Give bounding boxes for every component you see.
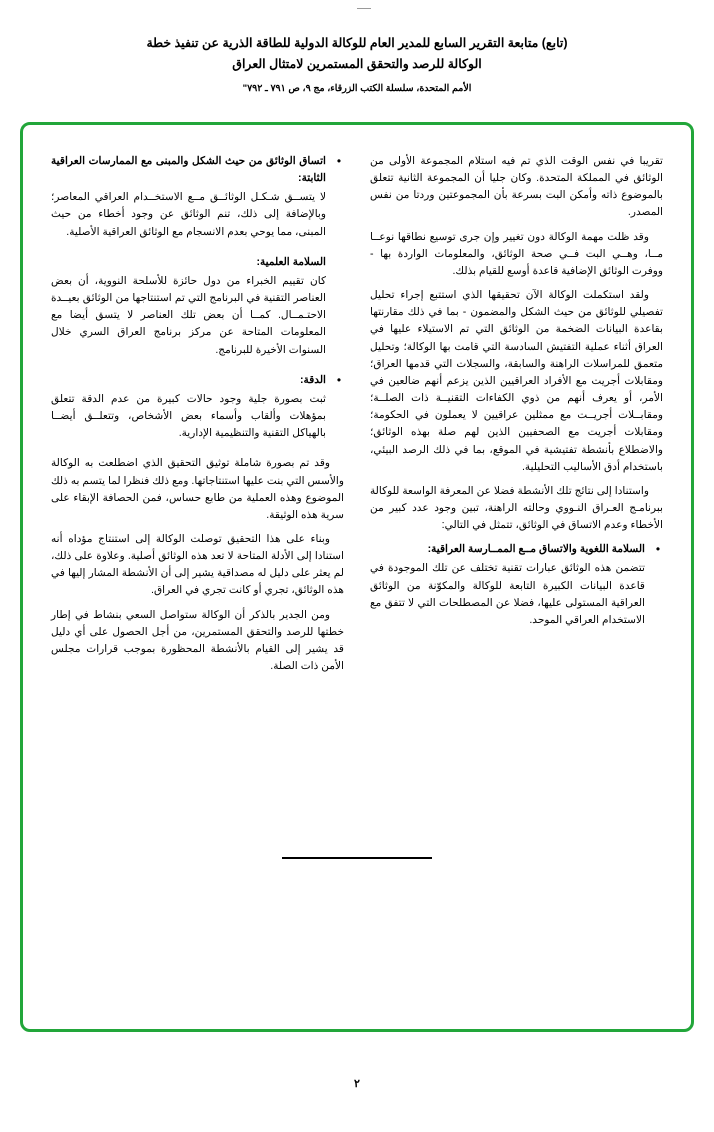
list-item-text: تتضمن هذه الوثائق عبارات تقنية تختلف عن تلك الموجودة في قاعدة البيانات الكبيرة التابعة للوكالة والمكوّنة من الوثائق العراقية المستولى عليها، فضلا عن المصطلحات التي لا تتفق مع الاستخدام العراقي الموحد. xyxy=(370,562,645,626)
paragraph: وبناء على هذا التحقيق توصلت الوكالة إلى استنتاج مؤداه أنه استنادا إلى الأدلة المتاحة لا تعد هذه الوثائق أصلية. وعلاوة على ذلك، لم يعثر على دليل له مصداقية يشير إلى أن الأنشطة المشار إليها في هذه الوثائق، تجري أو كانت تجري في العراق. xyxy=(51,532,344,597)
bullet-icon: • xyxy=(336,154,342,168)
list-item-lead: السلامة العلمية: xyxy=(256,255,326,268)
list-item-lead: اتساق الوثائق من حيث الشكل والمبنى مع الممارسات العراقية الثابتة: xyxy=(51,155,326,185)
list-item xyxy=(51,372,344,449)
document-title-line-2: الوكالة للرصد والتحقق المستمرين لامتثال العراق xyxy=(232,57,482,72)
bullet-icon: • xyxy=(336,372,342,387)
two-column-body xyxy=(51,153,663,682)
list-item-lead: السلامة اللغوية والاتساق مــع الممــارسة العراقية: xyxy=(427,543,645,556)
left-column xyxy=(51,153,344,682)
document-title-line-1: (تابع) متابعة التقرير السابع للمدير العام للوكالة الدولية للطاقة الذرية عن تنفيذ خطة xyxy=(146,36,568,50)
page-header xyxy=(0,0,714,96)
paragraph: وقد ظلت مهمة الوكالة دون تغيير وإن جرى توسيع نطاقها نوعــا مــا، وهــي البت فــي صحة الوثائق، والمعلومات الواردة بها - ووفرت الوثائق الإضافية قاعدة أوسع للقيام بذلك. xyxy=(370,230,663,277)
green-border-frame xyxy=(20,122,694,1032)
bullet-icon xyxy=(334,254,344,365)
list-item-lead: الدقة: xyxy=(299,373,326,386)
list-item-text: كان تقييم الخبراء من دول حائزة للأسلحة النووية، أن بعض العناصر التقنية في البرنامج التي تم استنتاجها من الوثائق بعيــدة الاحتـمــال. كمــا أن بعض تلك العناصر لا يتسق أيضا مع المعلومات المتاحة عن مركز برنامج العراق السري خلال السنوات الأخيرة للبرنامج. xyxy=(51,274,326,356)
bullet-icon: • xyxy=(655,542,661,557)
document-source-citation: الأمم المتحدة، سلسلة الكتب الزرقاء، مج ٩، ص ٧٩١ ـ ٧٩٢" xyxy=(242,83,472,95)
horizontal-rule xyxy=(23,857,691,859)
paragraph: وقد تم بصورة شاملة توثيق التحقيق الذي اضطلعت به الوكالة والأسس التي بنت عليها استنتاجاتها. ومع ذلك فنظرا لما يتسم به ذلك الموضوع وهذه العملية من طابع حساس، فمن الحصافة الإبقاء على سرية هذه الوثيقة. xyxy=(51,457,344,521)
paragraph: ومن الجدير بالذكر أن الوكالة ستواصل السعي بنشاط في إطار خطتها للرصد والتحقق المستمرين، من أجل الحصول على أي دليل قد يشير إلى القيام بالأنشطة المحظورة بموجب قرارات مجلس الأمن ذات الصلة. xyxy=(51,608,344,673)
paragraph: تقريبا في نفس الوقت الذي تم فيه استلام المجموعة الأولى من الوثائق في المملكة المتحدة. وكان جليا أن المجموعة الثانية تتعلق بالموضوع ذاته وأمكن البت بسرعة بأن المجموعتين وردتا من نفس المصدر. xyxy=(370,155,663,219)
paragraph: ولقد استكملت الوكالة الآن تحقيقها الذي استتبع إجراء تحليل تفصيلي للوثائق من حيث الشكل والمضمون - بما في ذلك مقارنتها بقاعدة البيانات الضخمة من الوثائق التي تم الاستيلاء عليها في العراق أثناء عملية التفتيش السادسة التي قامت بها الوكالة؛ وتحليل متعمق للمراسلات الراهنة والسابقة، والسجلات التي قدمها العراق؛ ومقابلات أجريت مع الأفراد العراقيين الذين يزعم أنهم ضالعين في الأمر، أو يعرف أنهم من ذوي الكفاءات التقنيــة ذات الصلــة؛ ومقابــلات أجريــت مع ممثلين عراقيين لا يعملون في الحكومة؛ ومقابلات أجريت مع الصحفيين الذين لهم صلة بهذه الوثائق؛ والاضطلاع بأنشطة تفتيشية في الموقع، بما في ذلك الرصد البيئي، باستخدام أدق الأساليب التحليلية. xyxy=(370,289,663,473)
list-item xyxy=(51,254,344,365)
list-item-text: ثبت بصورة جلية وجود حالات كبيرة من عدم الدقة تتعلق بمؤهلات وألقاب وأسماء بعض الأشخاص، وتتعلــق أيضــا بالهياكل التقنية والتنظيمية الإدارية. xyxy=(51,392,326,440)
crop-mark xyxy=(357,8,371,9)
page-number: ٢ xyxy=(354,1078,360,1090)
paragraph: واستنادا إلى نتائج تلك الأنشطة فضلا عن المعرفة الواسعة للوكالة ببرنامـج العـراق النـووي وحالته الراهنة، تبين وجود عدد كبير من الأخطاء وعدم الاتساق في الوثائق، تتمثل في التالي: xyxy=(370,484,663,532)
list-item-text: لا يتســق شـكـل الوثائــق مــع الاستخــدام العراقي المعاصر؛ وبالإضافة إلى ذلك، تنم الوثائق عن وجود أخطاء من حيث المبنى، مما يوحي بعدم الانسجام مع الوثائق العراقية الأصلية. xyxy=(51,191,326,238)
right-column xyxy=(370,153,663,682)
list-item xyxy=(51,153,344,247)
list-item xyxy=(370,541,663,635)
